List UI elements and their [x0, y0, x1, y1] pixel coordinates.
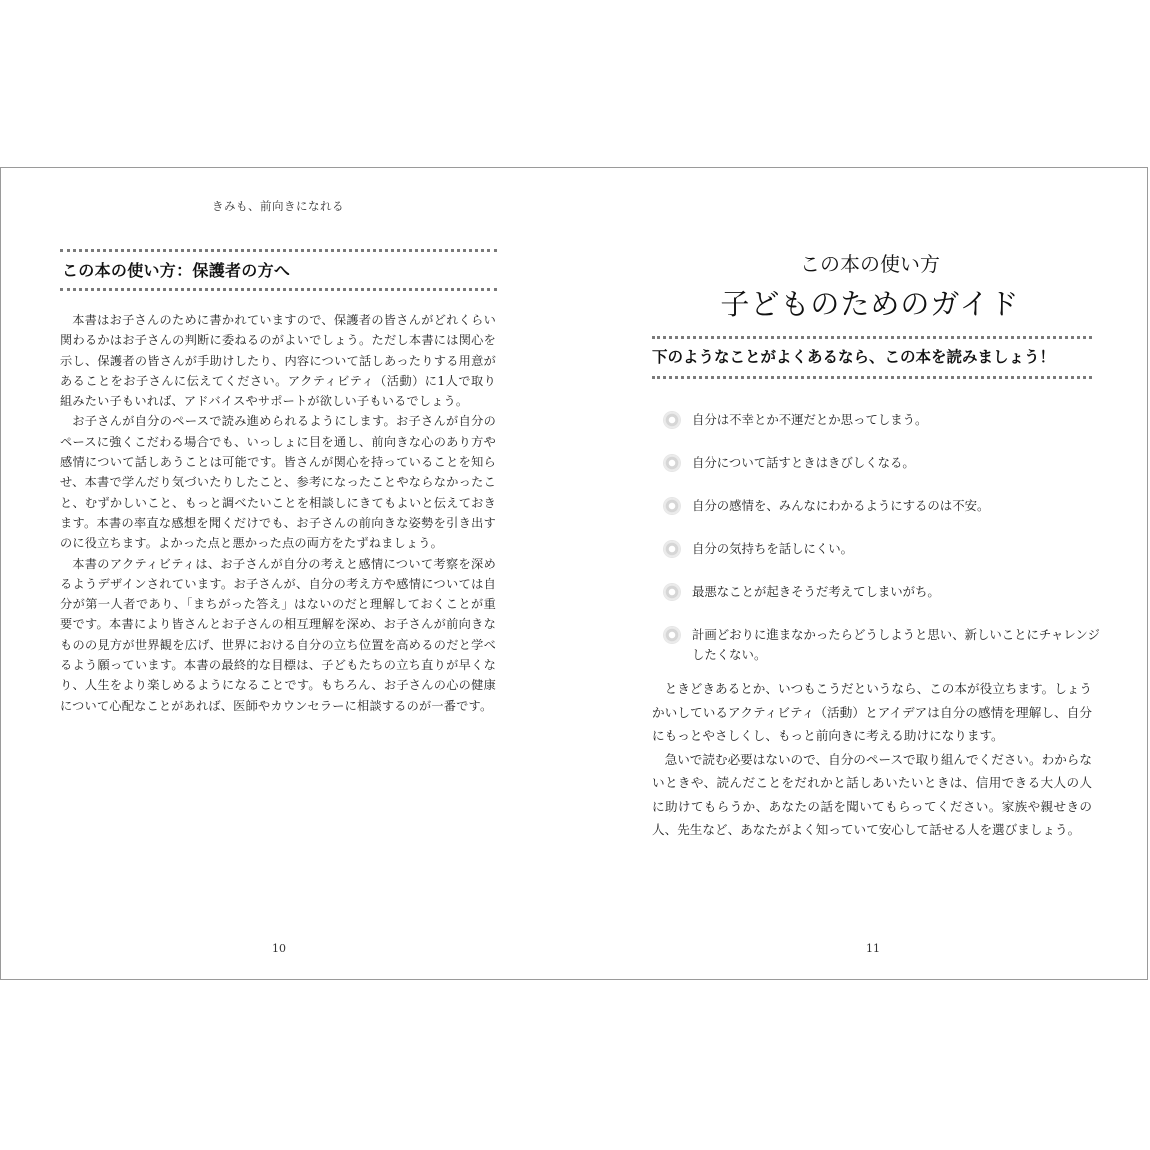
- checklist-item: [662, 625, 1102, 665]
- gear-icon: [664, 455, 680, 471]
- right-paragraph-1: ときどきあるとか、いつもこうだというなら、この本が役立ちます。しょうかいしているアクティビティ（活動）とアイデアは自分の感情を理解し、自分にもっとやさしくし、もっと前向きに考える助けになります。: [652, 681, 1092, 743]
- gear-icon: [664, 541, 680, 557]
- page-number-right: 11: [866, 942, 880, 955]
- checklist-item-text: 計画どおりに進まなかったらどうしようと思い、新しいことにチャレンジしたくない。: [692, 627, 1100, 662]
- checklist-item: [662, 539, 1102, 559]
- gear-icon: [664, 627, 680, 643]
- dotted-rule-top-right: [652, 336, 1092, 339]
- right-page-title-large: 子どものためのガイド: [720, 287, 1020, 321]
- gear-icon: [664, 584, 680, 600]
- dotted-rule-bottom-right: [652, 376, 1092, 379]
- gear-icon: [664, 498, 680, 514]
- dotted-rule-bottom: [60, 288, 497, 291]
- checklist-item: [662, 582, 1102, 602]
- checklist-item: [662, 410, 1102, 430]
- dotted-rule-top: [60, 249, 497, 252]
- checklist-item: [662, 496, 1102, 516]
- left-paragraph-1: 本書はお子さんのために書かれていますので、保護者の皆さんがどれくらい関わるかはお子さんの判断に委ねるのがよいでしょう。ただし本書には関心を示し、保護者の皆さんが手助けしたり、内容について話しあったりする用意があることをお子さんに伝えてください。アクティビティ（活動）に1人で取り組みたい子もいれば、アドバイスやサポートが欲しい子もいるでしょう。: [60, 313, 496, 409]
- running-head: きみも、前向きになれる: [212, 199, 344, 213]
- checklist-item-text: 自分について話すときはきびしくなる。: [692, 455, 915, 470]
- checklist: [662, 410, 1102, 688]
- right-page-heading: 下のようなことがよくあるなら、この本を読みましょう！: [652, 348, 1056, 366]
- right-page-title-small: この本の使い方: [800, 252, 940, 276]
- right-page-body: [652, 677, 1092, 842]
- page-number-left: 10: [272, 942, 286, 955]
- left-page-body: [60, 310, 496, 716]
- left-paragraph-2: お子さんが自分のペースで読み進められるようにします。お子さんが自分のペースに強くこだわる場合でも、いっしょに目を通し、前向きな心のあり方や感情について話しあうことは可能です。皆さんが関心を持っていることを知らせ、本書で学んだり気づいたりしたこと、参考になったことやならなかったこと、むずかしいこと、もっと調べたいことを相談しにきてもよいと伝えておきます。本書の率直な感想を聞くだけでも、お子さんの前向きな姿勢を引き出すのに役立ちます。よかった点と悪かった点の両方をたずねましょう。: [60, 414, 496, 551]
- checklist-item-text: 自分は不幸とか不運だとか思ってしまう。: [692, 412, 928, 427]
- left-page-heading: この本の使い方：保護者の方へ: [62, 261, 291, 280]
- gear-icon: [664, 412, 680, 428]
- checklist-item-text: 自分の気持ちを話しにくい。: [692, 541, 854, 556]
- checklist-item: [662, 453, 1102, 473]
- right-paragraph-2: 急いで読む必要はないので、自分のペースで取り組んでください。わからないときや、読んだことをだれかと話しあいたいときは、信用できる大人の人に助けてもらうか、あなたの話を聞いてもらってください。家族や親せきの人、先生など、あなたがよく知っていて安心して話せる人を選びましょう。: [652, 751, 1092, 837]
- checklist-item-text: 最悪なことが起きそうだ考えてしまいがち。: [692, 584, 940, 599]
- left-paragraph-3: 本書のアクティビティは、お子さんが自分の考えと感情について考察を深めるようデザインされています。お子さんが、自分の考え方や感情については自分が第一人者であり、「まちがった答え」はないのだと理解しておくことが重要です。本書により皆さんとお子さんの相互理解を深め、お子さんが前向きなものの見方が世界観を広げ、世界における自分の立ち位置を高めるのだと学べるよう願っています。本書の最終的な目標は、子どもたちの立ち直りが早くなり、人生をより楽しめるようになることです。もちろん、お子さんの心の健康について心配なことがあれば、医師やカウンセラーに相談するのが一番です。: [60, 556, 496, 713]
- checklist-item-text: 自分の感情を、みんなにわかるようにするのは不安。: [692, 498, 990, 513]
